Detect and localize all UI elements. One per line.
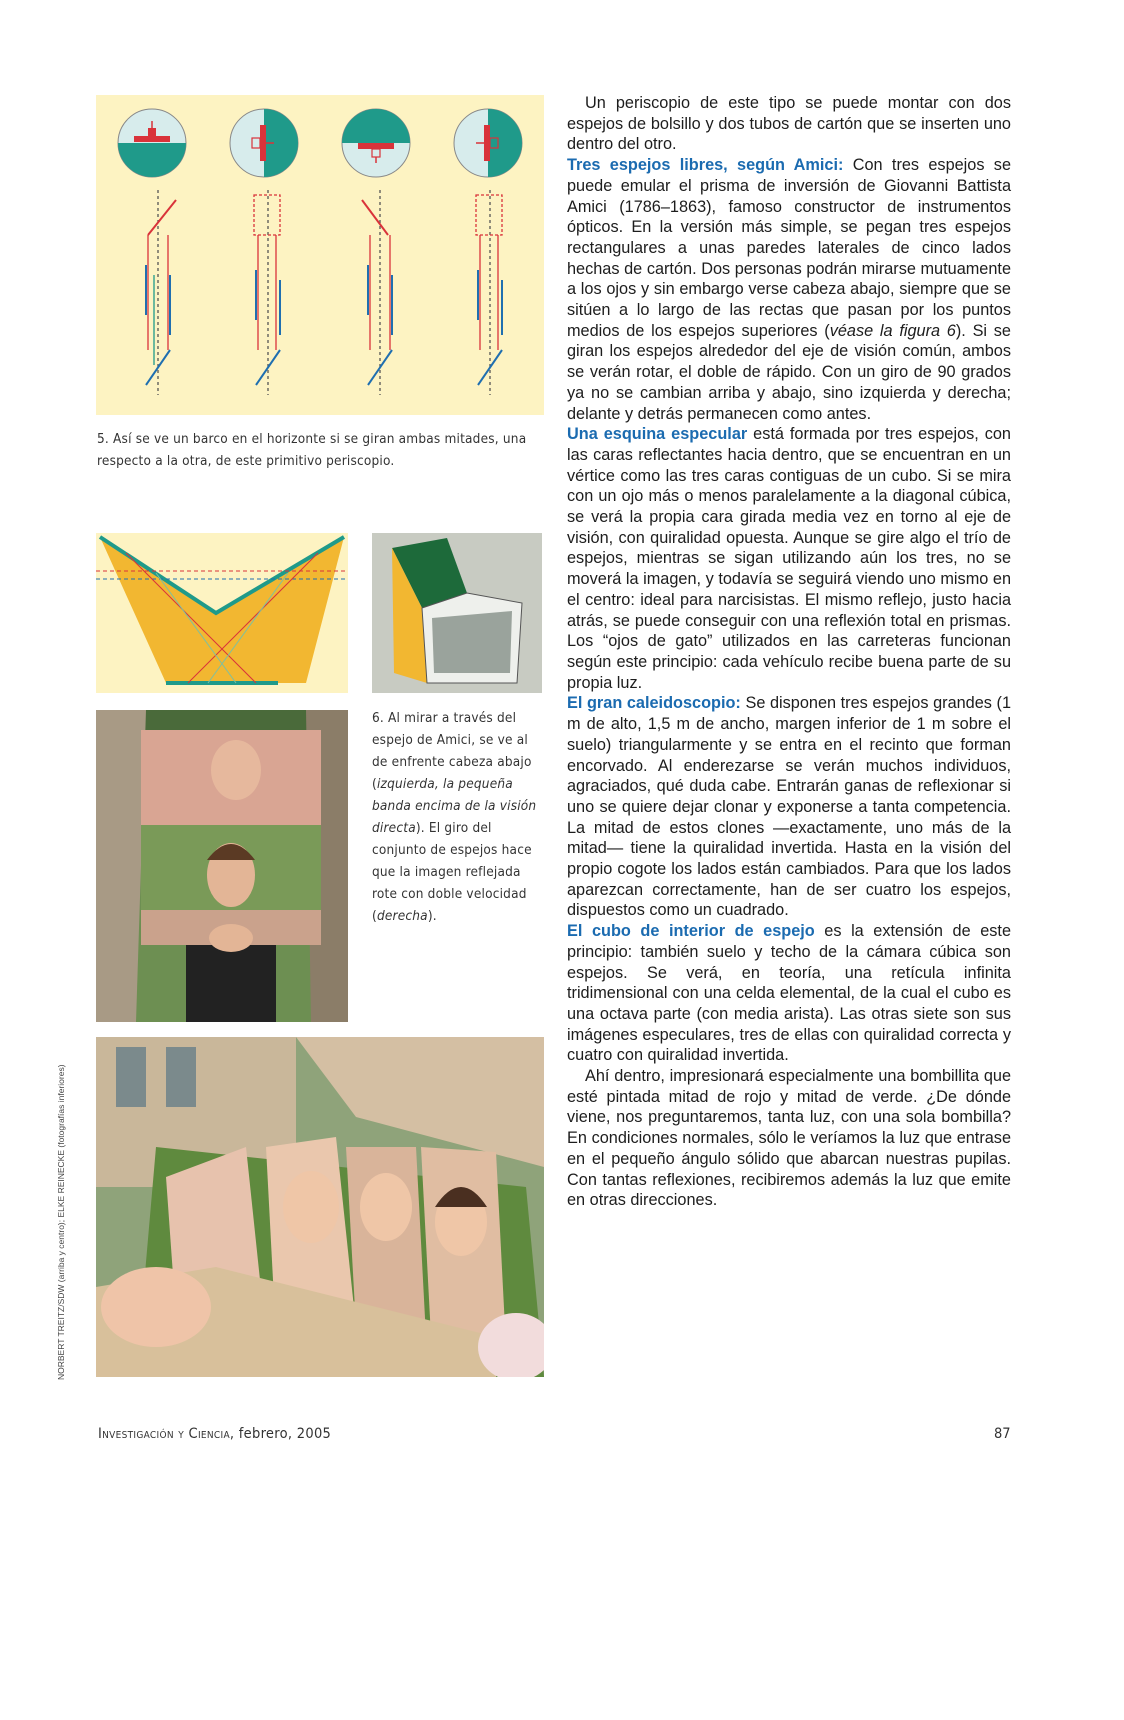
paragraph-2 <box>567 155 1011 424</box>
issue-date: , febrero, 2005 <box>229 1426 332 1442</box>
paragraph-5-text: es la extensión de este principio: también suelo y techo de la cámara cúbica son espejos. Se verá, en teoría, una retícula infinita tridimensional con una celda elemental, de la cual el cubo es una octava parte (con media arista). Las otras siete son sus imágenes especulares, tres de ellas con quiralidad correcta y cuatro con quiralidad invertida. <box>567 922 1011 1065</box>
view-circle-3 <box>342 109 410 177</box>
view-circle-2 <box>230 109 298 177</box>
figure-reference: véase la figura 6 <box>829 321 956 340</box>
paragraph-6: Ahí dentro, impresionará especialmente una bombillita que esté pintada mitad de rojo y mitad de verde. ¿De dónde viene, nos preguntaremos, tanta luz, con una sola bombilla? En condiciones normales, sólo le veríamos la luz que entrase en el pequeño ángulo sólido que abarcan nuestras pupilas. Con tantas reflexiones, recibiremos además la luz que emite en otras direcciones. <box>567 1067 1011 1210</box>
caption-part: ). El giro del conjunto de espejos hace que la imagen reflejada rote con doble velocidad ( <box>372 820 532 924</box>
periscope-3 <box>362 190 392 395</box>
photo-credit-text: NORBERT TREITZ/SDW (arriba y centro); ELKE REINECKE (fotografías inferiores) <box>56 1064 66 1380</box>
periscope-4 <box>476 190 502 395</box>
heading-corner: Una esquina especular <box>567 425 748 444</box>
amici-diagram-svg <box>96 533 348 693</box>
page-number: 87 <box>994 1426 1011 1442</box>
paragraph-5 <box>567 921 1011 1066</box>
view-circle-1 <box>118 109 186 177</box>
paragraph-3 <box>567 424 1011 693</box>
paragraph-2-text-b: ). Si se giran los espejos alrededor del eje de visión común, ambos se verán rotar, el doble de rápido. Con un giro de 90 grados ya no se cambian arriba y abajo, sino izquierda y derecha; delante y detrás permanecen como antes. <box>567 321 1011 423</box>
amici-mirror-diagram <box>96 533 348 693</box>
figure-6-caption <box>372 707 538 927</box>
paragraph-1: Un periscopio de este tipo se puede montar con dos espejos de bolsillo y dos tubos de cartón que se inserten uno dentro del otro. <box>567 94 1011 154</box>
mirror-strips-photo <box>96 1037 544 1377</box>
heading-amici: Tres espejos libres, según Amici: <box>567 156 844 175</box>
caption-part-italic: derecha <box>376 908 428 924</box>
footer-journal <box>98 1426 331 1442</box>
mirror-strips-photo-svg <box>96 1037 544 1377</box>
paragraph-3-text: está formada por tres espejos, con las caras reflectantes hacia dentro, que se encuentran en un vértice como las tres caras contiguas de un cubo. Si se mira con un ojo más o menos paralelamente a la diagonal cúbica, se verá la propia cara girada media vez en torno al eje de visión, con quiralidad opuesta. Aunque se gire algo el trío de espejos, mientras se sigan utilizando aún los tres, no se moverá la imagen, y todavía se seguirá viendo uno mismo en el centro: ideal para narcisistas. El mismo reflejo, justo hacia atrás, se puede conseguir con una reflexión total en prismas. Los “ojos de gato” utilizados en las carreteras funcionan según este principio: cada vehículo recibe buena parte de su propia luz. <box>567 425 1011 692</box>
woman-mirror-photo-svg <box>96 710 348 1022</box>
figure-5-caption: 5. Así se ve un barco en el horizonte si se giran ambas mitades, una respecto a la otra, de este primitivo periscopio. <box>97 431 527 469</box>
periscope-1 <box>146 190 176 395</box>
journal-name: Investigación y Ciencia <box>98 1426 230 1442</box>
view-circle-4 <box>454 109 522 177</box>
paragraph-2-text-a: Con tres espejos se puede emular el prisma de inversión de Giovanni Battista Amici (1786–1863), famoso constructor de instrumentos ópticos. En la versión más simple, se pegan tres espejos rectangulares a unas paredes laterales de cinco lados hechas de cartón. Dos personas podrán mirarse mutuamente a los ojos y sin embargo verse cabeza abajo, siempre que se sitúen a lo largo de las rectas que pasan por los puntos medios de los espejos superiores ( <box>567 156 1012 340</box>
paragraph-4 <box>567 693 1011 921</box>
periscope-2 <box>254 190 280 395</box>
figure-5-diagram <box>96 95 544 415</box>
amici-photo-svg <box>372 533 542 693</box>
heading-kaleidoscope: El gran caleidoscopio: <box>567 694 741 713</box>
caption-part: 6. Al mirar a través del espejo de Amici, se ve al de enfrente cabeza abajo ( <box>372 710 532 792</box>
heading-cube: El cubo de interior de espejo <box>567 922 815 941</box>
paragraph-4-text: Se disponen tres espejos grandes (1 m de alto, 1,5 m de ancho, margen inferior de 1 m sobre el suelo) triangularmente y se entra en el recinto que forman encorvado. Al enderezarse se verán muchos individuos, agraciados, qué duda cabe. Entrarán ganas de reflexionar si uno se quiere dejar clonar y exponerse a tanta competencia. La mitad de estos clones —exactamente, uno más de la mitad— tiene la quiralidad invertida. Hasta en la visión del propio cogote los lados están cambiados. Para que los lados aparezcan correctamente, han de ser cuatro los espejos, dispuestos como un cuadrado. <box>567 694 1011 920</box>
caption-part-italic: izquierda, la pequeña banda encima de la visión directa <box>372 776 537 836</box>
article-body <box>567 93 1011 1211</box>
amici-view-photo <box>96 710 348 1022</box>
periscope-diagram-svg <box>96 95 544 415</box>
amici-mirror-photo <box>372 533 542 693</box>
caption-part: ). <box>427 908 437 924</box>
photo-credit <box>56 1064 70 1720</box>
